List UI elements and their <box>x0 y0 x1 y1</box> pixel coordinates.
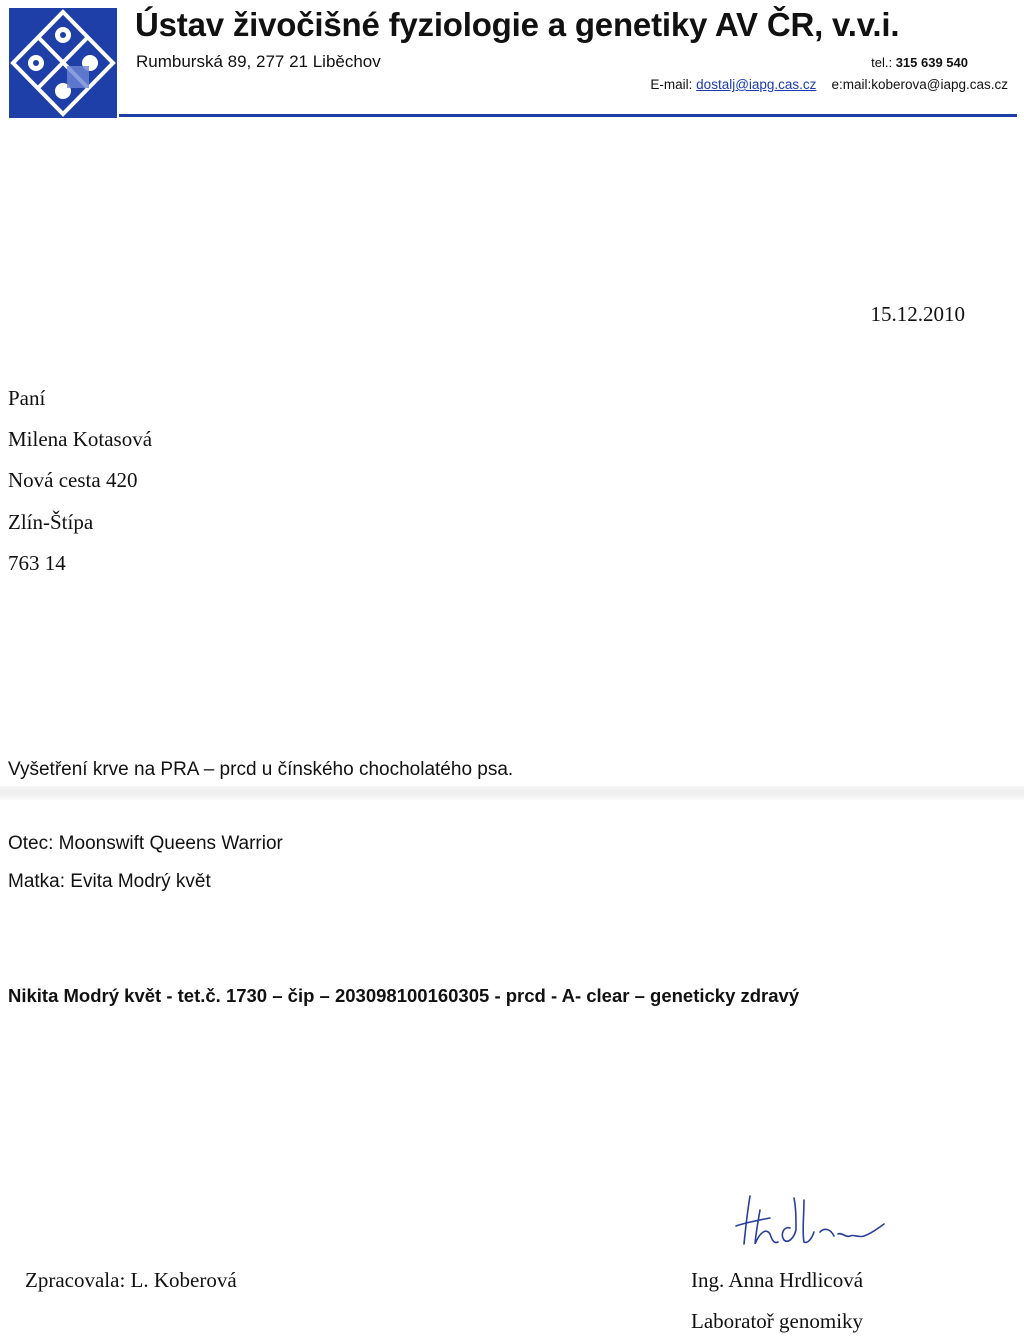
institute-name: Ústav živočišné fyziologie a genetiky AV ČR, v.v.i. <box>135 6 900 43</box>
telephone <box>871 55 968 70</box>
institute-logo <box>9 8 117 118</box>
test-result: Nikita Modrý květ - tet.č. 1730 – čip – 203098100160305 - prcd - A- clear – geneticky zdravý <box>8 985 800 1006</box>
recipient-name: Milena Kotasová <box>8 427 153 451</box>
paper-fold-shadow <box>0 786 1024 800</box>
signatory-name: Ing. Anna Hrdlicová <box>691 1268 864 1292</box>
signatory-department: Laboratoř genomiky <box>691 1309 864 1333</box>
tel-number: 315 639 540 <box>895 55 968 70</box>
institute-address: Rumburská 89, 277 21 Liběchov <box>136 52 381 71</box>
email-label: E-mail: <box>650 77 693 92</box>
dam-line: Matka: Evita Modrý květ <box>8 871 211 892</box>
recipient-city: Zlín-Štípa <box>8 510 94 534</box>
letter-date: 15.12.2010 <box>870 302 965 326</box>
subject-line: Vyšetření krve na PRA – prcd u čínského chocholatého psa. <box>8 759 514 780</box>
email-line <box>650 77 1008 92</box>
email-secondary: e:mail:koberova@iapg.cas.cz <box>831 77 1008 92</box>
tel-label: tel.: <box>871 55 893 70</box>
sire-line: Otec: Moonswift Queens Warrior <box>8 833 283 854</box>
recipient-postcode: 763 14 <box>8 551 66 575</box>
processed-by: Zpracovala: L. Koberová <box>25 1268 237 1292</box>
email-link[interactable]: dostalj@iapg.cas.cz <box>696 77 817 92</box>
header-rule <box>119 114 1017 117</box>
handwritten-signature <box>730 1188 890 1254</box>
recipient-salutation: Paní <box>8 386 46 410</box>
recipient-street: Nová cesta 420 <box>8 468 138 492</box>
